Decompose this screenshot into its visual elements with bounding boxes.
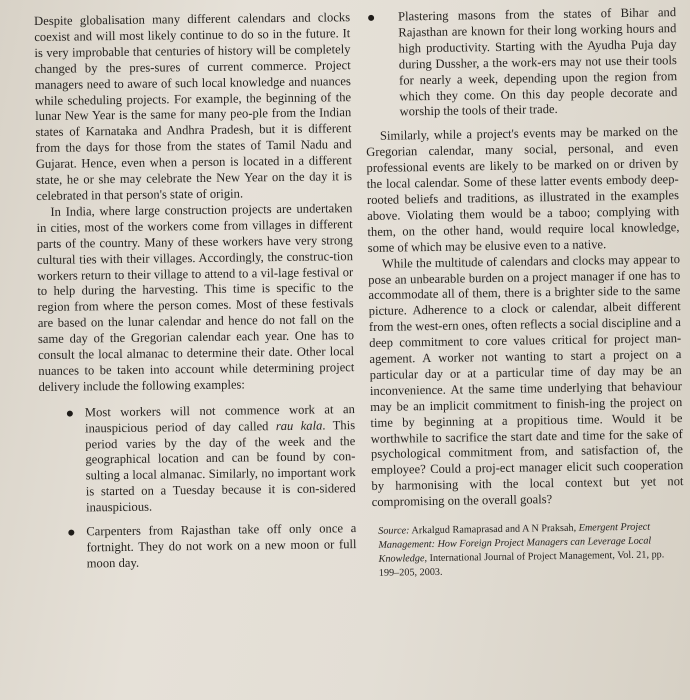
source-journal: , International Journal of Project Management, Vol. 21, pp. 199–205, 2003.: [378, 549, 665, 579]
source-label: Source:: [378, 525, 410, 537]
list-item-text: . This period varies by the day of the week and the geographical location and can be found by con-sulting a local almanac. Similarly, no important work is started on a Tuesday because it is con-sidered inauspicious.: [85, 417, 356, 515]
source-title: Emergent Project Management: How Foreign Project Managers can Leverage Local Knowledge: [378, 521, 652, 565]
bullet-icon: [68, 530, 74, 536]
bullet-icon: [67, 410, 73, 416]
calendars-clocks-paragraph: While the multitude of calendars and clocks may appear to pose an unbearable burden on a project manager if one has to accommodate all of them, there is a brighter side to the same picture. Adherence to a clock or calendar, albeit different from the west-ern ones, often reflects a social discipline and a deep commitment to core values critical for project man-agement. A worker not wanting to start a project on a particular day or at a particular time of day may be an inconvenience. At the same time underlying that behaviour may be an implicit commitment to finish-ing the project on time by beginning at a propitious time. Would it be worthwhile to sacrifice the start date and time for the sake of psychological commitment from, and satisfaction of, the employee? Could a proj-ect manager elicit such cooperation by harmonising with the local context but yet not compromising on the overall goals?: [368, 251, 684, 510]
rau-kala-term: rau kala: [275, 418, 323, 433]
bullet-icon: [368, 15, 374, 21]
calendar-events-paragraph: Similarly, while a project's events may be marked on the Gregorian calendar, many social, personal, and even professional events are likely to be marked on or driven by the local calendar. Some of these latter events embody deep-rooted beliefs and traditions, as illustrated in the examples above. Violating them would be a taboo; complying with them, on the other hand, would require local knowledge, some of which may be elusive even to a native.: [366, 124, 680, 255]
list-item-text: Carpenters from Rajasthan take off only once a fortnight. They do not work on a new moon or full moon day.: [86, 521, 357, 571]
examples-list-continued: [364, 5, 678, 121]
examples-list: [59, 402, 357, 573]
intro-paragraph: Despite globalisation many different calendars and clocks coexist and will most likely continue to do so in the future. It is very improbable that centuries of history will be completely changed by the pres-sures of current commerce. Project managers need to aware of such local knowledge and nuances while scheduling projects. For example, the beginning of the lunar New Year is the same for many peo-ple from the Indian states of Karnataka and Andhra Pradesh, but it is different from the days for those from the states of Tamil Nadu and Gujarat. Hence, even when a person is located in a different state, he or she may celebrate the New Year on the day it is celebrated in that person's state of origin.: [34, 10, 353, 203]
list-item-text: Plastering masons from the states of Bihar and Rajasthan are known for their long working hours and high productivity. Starting with the Ayudha Puja day during Dussher, a the work-ers may not use their tools for nearly a week, depending upon the region from which they come. On this day people decorate and worship the tools of their trade.: [397, 5, 678, 119]
list-item-text: Most workers will not commence work at an inauspicious period of day called: [84, 401, 355, 436]
list-item-rau-kala: [59, 402, 356, 517]
list-item-carpenters: [60, 521, 357, 572]
india-construction-paragraph: In India, where large construction projects are undertaken in cities, most of the workers come from villages in different parts of the country. Many of these workers have very strong cultural ties with their villages. Accordingly, the construc-tion workers return to their village to attend to a vil-lage festival or to help during the harvesting. This time is specific to the region from where the person comes. Most of these festivals are based on the lunar calendar and hence do not fall on the same day of the Gregorian calendar each year. One has to consult the local almanac to determine their date. Other local nuances to be taken into account while determining project delivery include the following examples:: [36, 201, 355, 394]
source-citation: [372, 520, 685, 581]
list-item-plastering-masons: [364, 5, 678, 121]
source-authors: Arkalgud Ramaprasad and A N Praksah,: [409, 522, 579, 537]
left-column: [34, 10, 357, 581]
right-column: [364, 5, 685, 581]
